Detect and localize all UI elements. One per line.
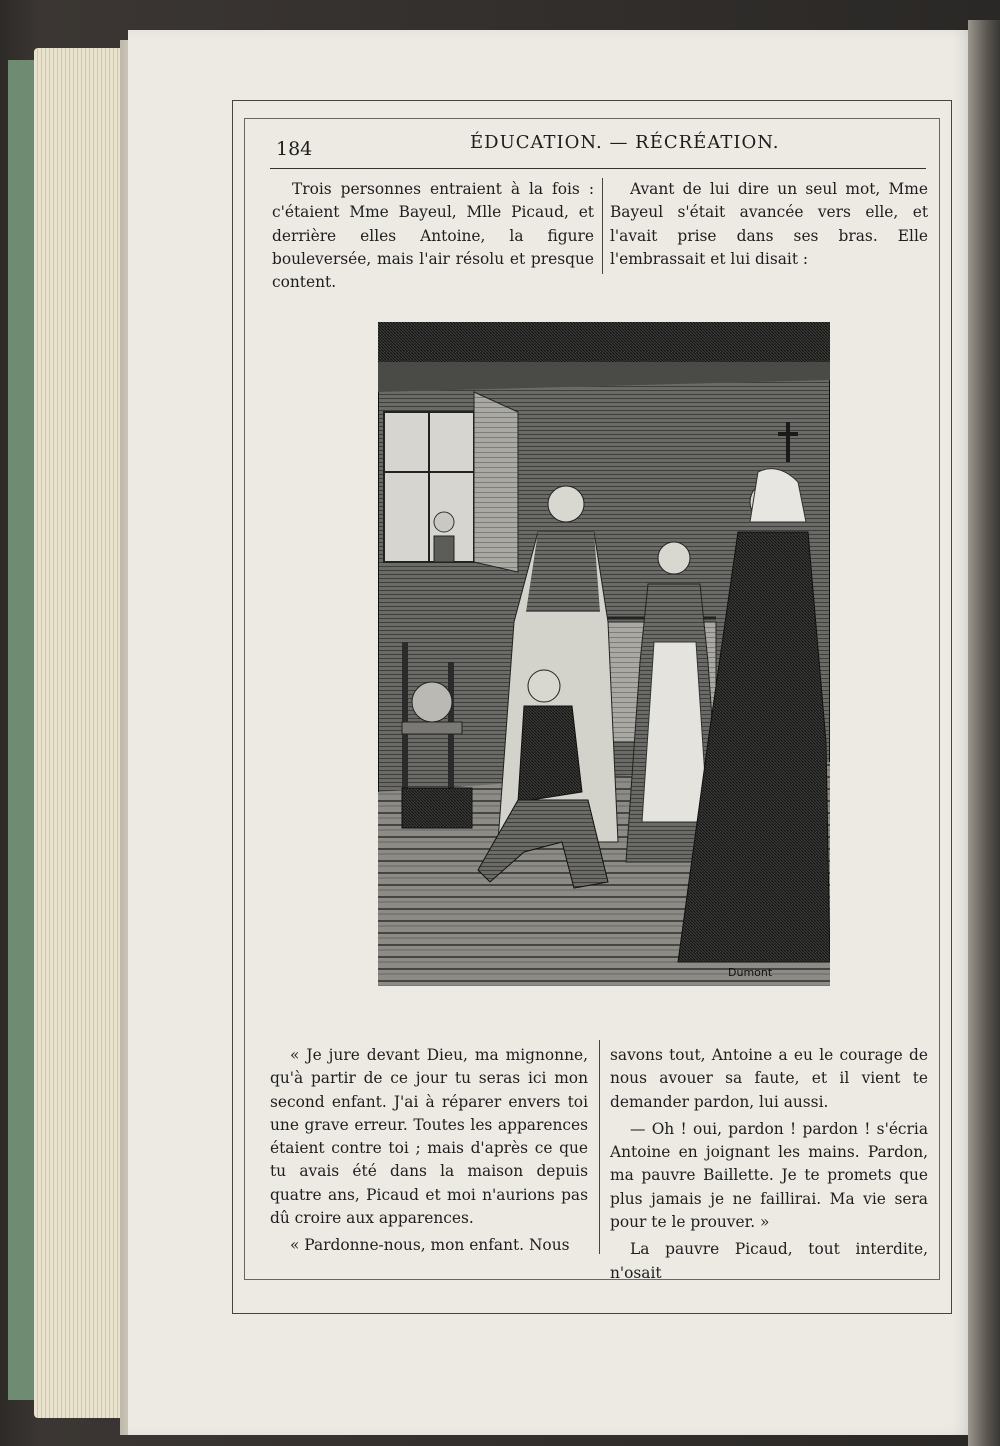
- running-head: ÉDUCATION. — RÉCRÉATION.: [470, 132, 780, 153]
- column-left-top: [272, 178, 594, 294]
- running-header: [270, 130, 920, 166]
- engraving-scene: [378, 322, 830, 986]
- paragraph: savons tout, Antoine a eu le courage de nous avouer sa faute, et il vient te demander pardon, lui aussi.: [610, 1046, 928, 1111]
- column-right-top: [610, 178, 928, 271]
- engraving-illustration: [378, 322, 830, 986]
- column-divider: [602, 178, 603, 274]
- cover-cloth-strip: [8, 60, 34, 1400]
- paragraph: Trois personnes entraient à la fois : c'étaient Mme Bayeul, Mlle Picaud, et derrière elles Antoine, la figure bouleversée, mais l'air résolu et presque content.: [272, 180, 594, 292]
- paragraph: « Je jure devant Dieu, ma mignonne, qu'à partir de ce jour tu seras ici mon second enfant. J'ai à réparer envers toi une grave erreur. Toutes les apparences étaient contre toi ; mais d'après ce que tu avais été dans la maison depuis quatre ans, Picaud et moi n'aurions pas dû croire aux apparences.: [270, 1046, 588, 1228]
- column-right-bottom: [610, 1044, 928, 1285]
- header-rule: [270, 168, 926, 169]
- column-left-bottom: [270, 1044, 588, 1258]
- paragraph: Avant de lui dire un seul mot, Mme Bayeul s'était avancée vers elle, et l'avait prise dans ses bras. Elle l'embrassait et lui disait :: [610, 180, 928, 268]
- paragraph: La pauvre Picaud, tout interdite, n'osait: [610, 1240, 928, 1282]
- page-number: 184: [276, 138, 313, 160]
- facing-page-edge: [968, 20, 1000, 1446]
- paragraph: « Pardonne-nous, mon enfant. Nous: [290, 1236, 570, 1255]
- engraver-signature: Dumont: [728, 966, 773, 979]
- column-divider: [599, 1040, 600, 1254]
- paragraph: — Oh ! oui, pardon ! pardon ! s'écria Antoine en joignant les mains. Pardon, ma pauvre Baillette. Je te promets que plus jamais je ne faillirai. Ma vie sera pour te le prouver. »: [610, 1119, 928, 1232]
- page-edges: [34, 48, 126, 1418]
